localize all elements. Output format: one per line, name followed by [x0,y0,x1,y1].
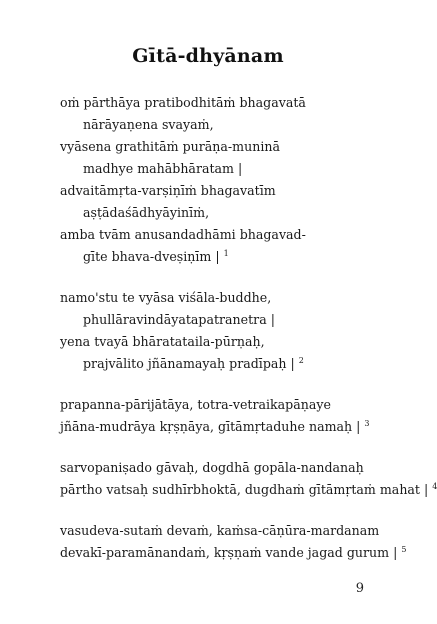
verse-line: madhye mahābhāratam | [83,161,243,176]
verse-text: gīte bhava-dveṣiṇīm | [83,249,220,264]
verse-text: devakī-paramānandaṁ, kṛṣṇaṁ vande jagad gurum | [60,545,398,560]
verse-number: 3 [364,418,370,428]
page-title: Gītā-dhyānam [132,45,284,67]
verse-line-last [60,479,437,501]
verse-line: phullāravindāyatapatranetra | [83,312,275,327]
stanza-1 [60,92,390,268]
verse-line: namo'stu te vyāsa viśāla-buddhe, [60,290,272,305]
verse-line-last [60,353,390,375]
verse-line: advaitāmṛta-varṣiṇīṁ bhagavatīm [60,183,276,198]
verse-line-last [60,416,390,438]
verse-number: 5 [401,544,407,554]
verse-line: vasudeva-sutaṁ devaṁ, kaṁsa-cāṇūra-mardanam [60,523,380,538]
verse-line: prapanna-pārijātāya, totra-vetraikapāṇaye [60,397,331,412]
verse-number: 2 [298,355,304,365]
verse-text: jñāna-mudrāya kṛṣṇāya, gītāmṛtaduhe namaḥ | [60,419,361,434]
verses [60,92,437,583]
page-number: 9 [355,581,364,596]
verse-number: 4 [432,481,437,491]
verse-line-last [60,246,390,268]
verse-number: 1 [223,248,229,258]
verse-line: yena tvayā bhāratataila-pūrṇaḥ, [60,334,265,349]
verse-line: nārāyaṇena svayaṁ, [83,117,214,132]
verse-line: amba tvām anusandadhāmi bhagavad- [60,227,306,242]
verse-line-last [60,542,407,564]
verse-line: sarvopaniṣado gāvaḥ, dogdhā gopāla-nandanaḥ [60,460,364,475]
verse-line: vyāsena grathitāṁ purāṇa-muninā [60,139,280,154]
verse-line: oṁ pārthāya pratibodhitāṁ bhagavatā [60,95,306,110]
verse-line: aṣṭādaśādhyāyinīṁ, [83,205,210,220]
verse-text: pārtho vatsaḥ sudhīrbhoktā, dugdhaṁ gītāmṛtaṁ mahat | [60,482,429,497]
stanza-2 [60,287,390,375]
verse-text: prajvālito jñānamayaḥ pradīpaḥ | [83,356,295,371]
stanza-5 [60,520,407,564]
stanza-4 [60,457,437,501]
stanza-3 [60,394,390,438]
